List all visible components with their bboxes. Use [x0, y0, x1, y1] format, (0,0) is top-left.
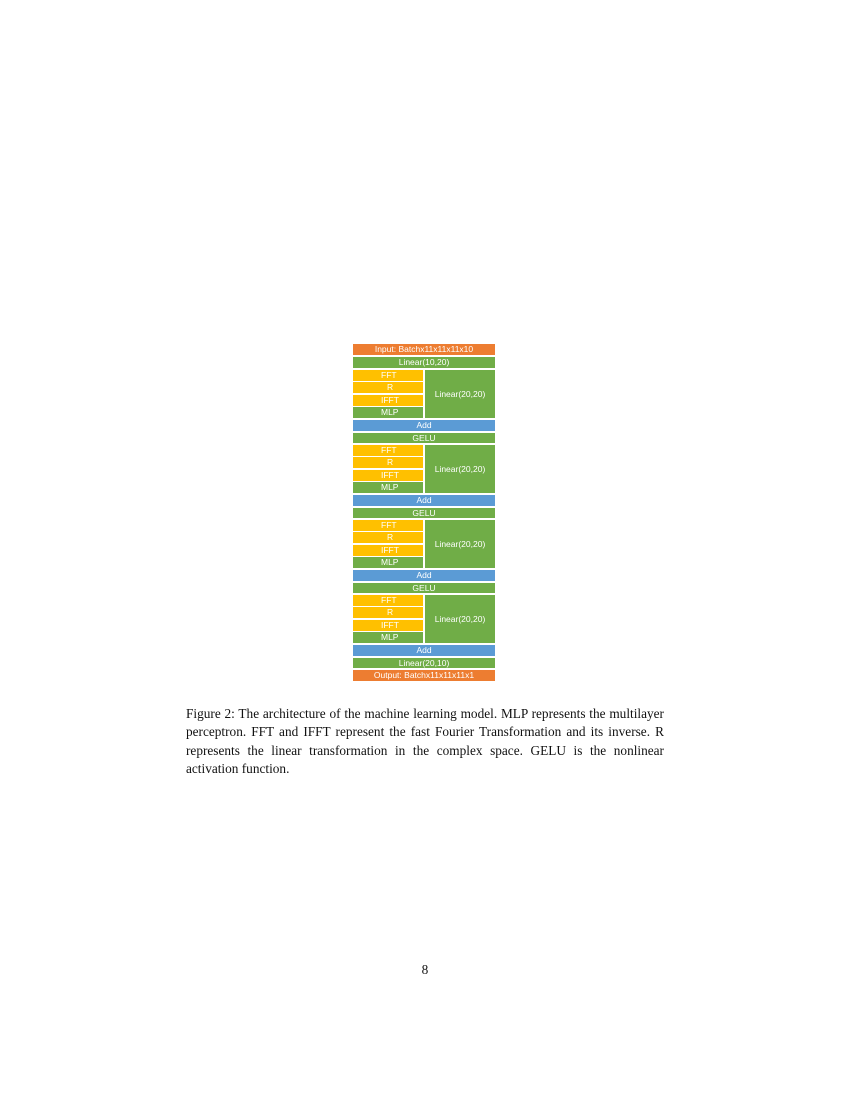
- r-block: R: [352, 381, 424, 394]
- ifft-block: IFFT: [352, 394, 424, 407]
- fft-block: FFT: [352, 594, 424, 607]
- linear-out-block: Linear(20,10): [352, 657, 496, 669]
- add-block: Add: [352, 419, 496, 432]
- linear-bypass-block: Linear(20,20): [424, 369, 496, 419]
- ifft-block: IFFT: [352, 469, 424, 482]
- r-block: R: [352, 606, 424, 619]
- mlp-block: MLP: [352, 556, 424, 569]
- figure-caption: Figure 2: The architecture of the machine learning model. MLP represents the multilayer perceptron. FFT and IFFT represent the fast Fourier Transformation and its inverse. R represents the linear transformation in the complex space. GELU is the nonlinear activation function.: [186, 706, 664, 776]
- mlp-block: MLP: [352, 406, 424, 419]
- fft-block: FFT: [352, 369, 424, 382]
- mlp-block: MLP: [352, 631, 424, 644]
- architecture-diagram: [352, 343, 496, 682]
- r-block: R: [352, 531, 424, 544]
- r-block: R: [352, 456, 424, 469]
- fft-block: FFT: [352, 519, 424, 532]
- gelu-block: GELU: [352, 432, 496, 444]
- output-block: Output: Batchx11x11x11x1: [352, 669, 496, 682]
- add-block: Add: [352, 569, 496, 582]
- add-block: Add: [352, 494, 496, 507]
- input-block: Input: Batchx11x11x11x10: [352, 343, 496, 356]
- linear-bypass-block: Linear(20,20): [424, 519, 496, 569]
- ifft-block: IFFT: [352, 544, 424, 557]
- add-block: Add: [352, 644, 496, 657]
- linear-bypass-block: Linear(20,20): [424, 594, 496, 644]
- gelu-block: GELU: [352, 507, 496, 519]
- ifft-block: IFFT: [352, 619, 424, 632]
- linear-in-block: Linear(10,20): [352, 356, 496, 369]
- gelu-block: GELU: [352, 582, 496, 594]
- page-number: 8: [421, 962, 429, 977]
- mlp-block: MLP: [352, 481, 424, 494]
- fft-block: FFT: [352, 444, 424, 457]
- linear-bypass-block: Linear(20,20): [424, 444, 496, 494]
